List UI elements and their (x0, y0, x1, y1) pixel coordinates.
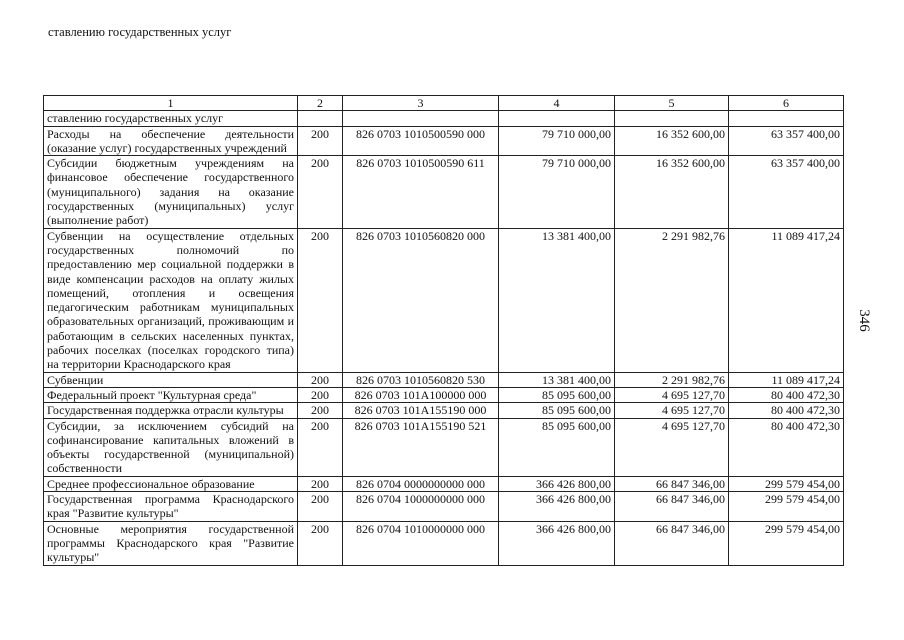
cell-col-2: 200 (298, 492, 343, 522)
cell-col-4: 79 710 000,00 (499, 156, 615, 228)
cell-col-2: 200 (298, 126, 343, 156)
cell-col-5: 66 847 346,00 (615, 476, 729, 491)
cell-col-6: 299 579 454,00 (729, 476, 844, 491)
cell-col-6: 63 357 400,00 (729, 126, 844, 156)
header-cell: 4 (499, 96, 615, 111)
cell-col-2: 200 (298, 228, 343, 372)
cell-col-5 (615, 111, 729, 126)
cell-col-4: 366 426 800,00 (499, 476, 615, 491)
cell-col-1: Субвенции на осуществление отдельных государственных полномочий по предоставлению мер социальной поддержки в виде компенсации расходов на оплату жилых помещений, отопления и освещения педагогическим работникам муниципальных образовательных организаций, проживающим и работающим в сельских населенных пунктах, рабочих поселках (поселках городского типа) на территории Краснодарского края (44, 228, 298, 372)
cell-col-3: 826 0703 101A155190 521 (343, 418, 499, 476)
cell-col-4: 85 095 600,00 (499, 387, 615, 402)
page-number: 346 (855, 309, 872, 332)
cell-col-1: Расходы на обеспечение деятельности (оказание услуг) государственных учреждений (44, 126, 298, 156)
header-cell: 1 (44, 96, 298, 111)
table-row (44, 492, 844, 522)
cell-col-6: 80 400 472,30 (729, 387, 844, 402)
cell-col-2: 200 (298, 403, 343, 418)
cell-col-6: 11 089 417,24 (729, 372, 844, 387)
cell-col-5: 4 695 127,70 (615, 387, 729, 402)
cell-col-1: Государственная программа Краснодарского края "Развитие культуры" (44, 492, 298, 522)
cell-col-1: ставлению государственных услуг (44, 111, 298, 126)
header-cell: 6 (729, 96, 844, 111)
header-row (44, 96, 844, 111)
table-row (44, 372, 844, 387)
cell-col-4 (499, 111, 615, 126)
cell-col-1: Государственная поддержка отрасли культуры (44, 403, 298, 418)
header-cell: 5 (615, 96, 729, 111)
cell-col-5: 66 847 346,00 (615, 521, 729, 565)
cell-col-6: 299 579 454,00 (729, 521, 844, 565)
cell-col-5: 2 291 982,76 (615, 228, 729, 372)
cell-col-4: 85 095 600,00 (499, 403, 615, 418)
header-cell: 3 (343, 96, 499, 111)
table-row (44, 111, 844, 126)
cell-col-6: 11 089 417,24 (729, 228, 844, 372)
cell-col-4: 13 381 400,00 (499, 372, 615, 387)
cell-col-3: 826 0704 1010000000 000 (343, 521, 499, 565)
table-row (44, 476, 844, 491)
cell-col-6 (729, 111, 844, 126)
cell-col-2: 200 (298, 418, 343, 476)
cell-col-2: 200 (298, 372, 343, 387)
cell-col-3: 826 0703 1010500590 611 (343, 156, 499, 228)
cell-col-1: Федеральный проект "Культурная среда" (44, 387, 298, 402)
cell-col-6: 80 400 472,30 (729, 418, 844, 476)
cell-col-5: 66 847 346,00 (615, 492, 729, 522)
cell-col-1: Субсидии, за исключением субсидий на софинансирование капитальных вложений в объекты государственной (муниципальной) собственности (44, 418, 298, 476)
cell-col-4: 85 095 600,00 (499, 418, 615, 476)
table-row (44, 228, 844, 372)
cell-col-2: 200 (298, 521, 343, 565)
cell-col-4: 366 426 800,00 (499, 492, 615, 522)
table-row (44, 403, 844, 418)
cell-col-6: 63 357 400,00 (729, 156, 844, 228)
cell-col-2 (298, 111, 343, 126)
cell-col-5: 16 352 600,00 (615, 126, 729, 156)
cell-col-3: 826 0703 101A100000 000 (343, 387, 499, 402)
cell-col-6: 80 400 472,30 (729, 403, 844, 418)
table-row (44, 387, 844, 402)
cell-col-5: 16 352 600,00 (615, 156, 729, 228)
cell-col-2: 200 (298, 156, 343, 228)
cell-col-5: 2 291 982,76 (615, 372, 729, 387)
cell-col-6: 299 579 454,00 (729, 492, 844, 522)
cell-col-1: Среднее профессиональное образование (44, 476, 298, 491)
table-row (44, 126, 844, 156)
table-row (44, 418, 844, 476)
table-body (44, 96, 844, 566)
cell-col-3: 826 0704 1000000000 000 (343, 492, 499, 522)
cell-col-4: 13 381 400,00 (499, 228, 615, 372)
cell-col-1: Субвенции (44, 372, 298, 387)
cell-col-3: 826 0704 0000000000 000 (343, 476, 499, 491)
cell-col-4: 79 710 000,00 (499, 126, 615, 156)
continued-caption: ставлению государственных услуг (48, 25, 232, 39)
cell-col-3 (343, 111, 499, 126)
table-row (44, 156, 844, 228)
cell-col-5: 4 695 127,70 (615, 403, 729, 418)
cell-col-3: 826 0703 1010560820 530 (343, 372, 499, 387)
cell-col-2: 200 (298, 387, 343, 402)
cell-col-1: Субсидии бюджетным учреждениям на финансовое обеспечение государственного (муниципального) задания на оказание государственных (муниципальных) услуг (выполнение работ) (44, 156, 298, 228)
budget-table (43, 95, 844, 566)
cell-col-3: 826 0703 101A155190 000 (343, 403, 499, 418)
cell-col-5: 4 695 127,70 (615, 418, 729, 476)
cell-col-1: Основные мероприятия государственной программы Краснодарского края "Развитие культуры" (44, 521, 298, 565)
cell-col-4: 366 426 800,00 (499, 521, 615, 565)
table-row (44, 521, 844, 565)
cell-col-3: 826 0703 1010560820 000 (343, 228, 499, 372)
cell-col-3: 826 0703 1010500590 000 (343, 126, 499, 156)
cell-col-2: 200 (298, 476, 343, 491)
header-cell: 2 (298, 96, 343, 111)
